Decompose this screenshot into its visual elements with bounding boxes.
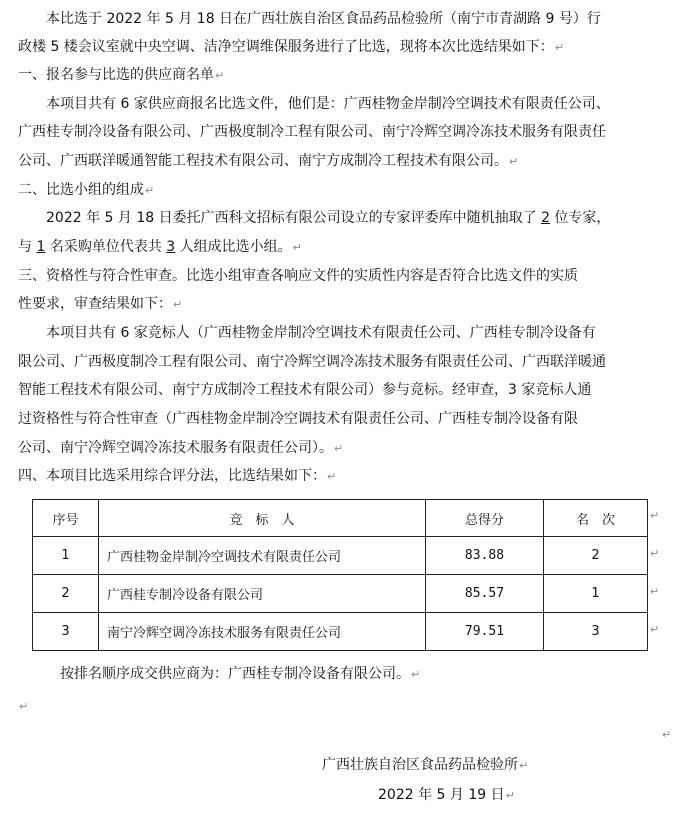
section-3-para-line-1: 本项目共有 6 家竞标人（广西桂物金岸制冷空调技术有限责任公司、广西桂专制冷设备有 xyxy=(46,325,596,341)
row-end-mark: ↵ xyxy=(650,623,660,636)
table-row xyxy=(33,613,648,651)
paragraph-mark: ↵ xyxy=(509,155,519,168)
signature-date: 2022 年 5 月 19 日↵ xyxy=(378,787,515,803)
cell-score: 85.57 xyxy=(426,575,544,613)
paragraph-mark: ↵ xyxy=(327,470,337,483)
cell-bidder: 广西桂物金岸制冷空调技术有限责任公司 xyxy=(99,537,426,575)
paragraph-mark: ↵ xyxy=(505,789,515,802)
section-3-para-line-2: 限公司、广西极度制冷工程有限公司、南宁冷辉空调冷冻技术服务有限责任公司、广西联洋暖通 xyxy=(18,354,606,370)
cell-seq: 2 xyxy=(33,575,99,613)
paragraph-mark: ↵ xyxy=(173,298,183,311)
paragraph-mark: ↵ xyxy=(19,700,29,713)
empty-paragraph-mark: ↵ xyxy=(662,728,672,741)
section-2-heading: 二、比选小组的组成↵ xyxy=(18,182,155,198)
section-3-para-line-5: 公司、南宁冷辉空调冷冻技术服务有限责任公司）。↵ xyxy=(18,440,344,456)
paragraph-mark: ↵ xyxy=(215,69,225,82)
cell-rank: 2 xyxy=(544,537,648,575)
row-end-mark: ↵ xyxy=(650,585,660,598)
paragraph-mark: ↵ xyxy=(334,442,344,455)
section-1-line-1: 本项目共有 6 家供应商报名比选文件，他们是：广西桂物金岸制冷空调技术有限责任公司、 xyxy=(46,96,610,112)
cell-rank: 3 xyxy=(544,613,648,651)
cell-rank: 1 xyxy=(544,575,648,613)
empty-paragraph xyxy=(18,696,28,716)
table-header-row xyxy=(33,500,648,537)
section-1-line-3: 公司、广西联洋暖通智能工程技术有限公司、南宁方成制冷工程技术有限公司。↵ xyxy=(18,153,519,169)
paragraph-mark: ↵ xyxy=(145,184,155,197)
cell-bidder: 广西桂专制冷设备有限公司 xyxy=(99,575,426,613)
section-2-line-2: 与 1 名采购单位代表共 3 人组成比选小组。↵ xyxy=(18,239,302,255)
intro-line-2: 政楼 5 楼会议室就中央空调、洁净空调维保服务进行了比选，现将本次比选结果如下：↵ xyxy=(18,39,565,55)
table-row xyxy=(33,575,648,613)
intro-line-1: 本比选于 2022 年 5 月 18 日在广西壮族自治区食品药品检验所（南宁市青湖路 9 号）行 xyxy=(46,11,601,27)
section-4-heading: 四、本项目比选采用综合评分法，比选结果如下：↵ xyxy=(18,468,337,484)
section-3-para-line-4: 过资格性与符合性审查（广西桂物金岸制冷空调技术有限责任公司、广西桂专制冷设备有限 xyxy=(18,411,578,427)
cell-seq: 3 xyxy=(33,613,99,651)
section-3-line-1: 三、资格性与符合性审查。比选小组审查各响应文件的实质性内容是否符合比选文件的实质 xyxy=(18,268,578,284)
paragraph-mark: ↵ xyxy=(292,241,302,254)
row-end-mark: ↵ xyxy=(650,509,660,522)
table-row xyxy=(33,537,648,575)
paragraph-mark: ↵ xyxy=(519,759,529,772)
results-table xyxy=(32,499,648,651)
section-1-heading: 一、报名参与比选的供应商名单↵ xyxy=(18,67,225,83)
header-score: 总得分 xyxy=(426,500,544,537)
header-bidder: 竞 标 人 xyxy=(99,500,426,537)
header-rank: 名 次 xyxy=(544,500,648,537)
paragraph-mark: ↵ xyxy=(411,668,421,681)
section-2-line-1: 2022 年 5 月 18 日委托广西科文招标有限公司设立的专家评委库中随机抽取了 2 位专家， xyxy=(46,210,611,226)
signature-org: 广西壮族自治区食品药品检验所↵ xyxy=(322,757,529,773)
cell-score: 83.88 xyxy=(426,537,544,575)
cell-score: 79.51 xyxy=(426,613,544,651)
paragraph-mark: ↵ xyxy=(554,41,565,54)
section-1-line-2: 广西桂专制冷设备有限公司、广西极度制冷工程有限公司、南宁冷辉空调冷冻技术服务有限责任 xyxy=(18,124,606,140)
conclusion-line: 按排名顺序成交供应商为：广西桂专制冷设备有限公司。↵ xyxy=(60,666,421,682)
header-seq: 序号 xyxy=(33,500,99,537)
section-3-line-2: 性要求，审查结果如下：↵ xyxy=(18,296,183,312)
cell-bidder: 南宁冷辉空调冷冻技术服务有限责任公司 xyxy=(99,613,426,651)
cell-seq: 1 xyxy=(33,537,99,575)
section-3-para-line-3: 智能工程技术有限公司、南宁方成制冷工程技术有限公司）参与竞标。经审查，3 家竞标人通 xyxy=(18,382,592,398)
row-end-mark: ↵ xyxy=(650,547,660,560)
